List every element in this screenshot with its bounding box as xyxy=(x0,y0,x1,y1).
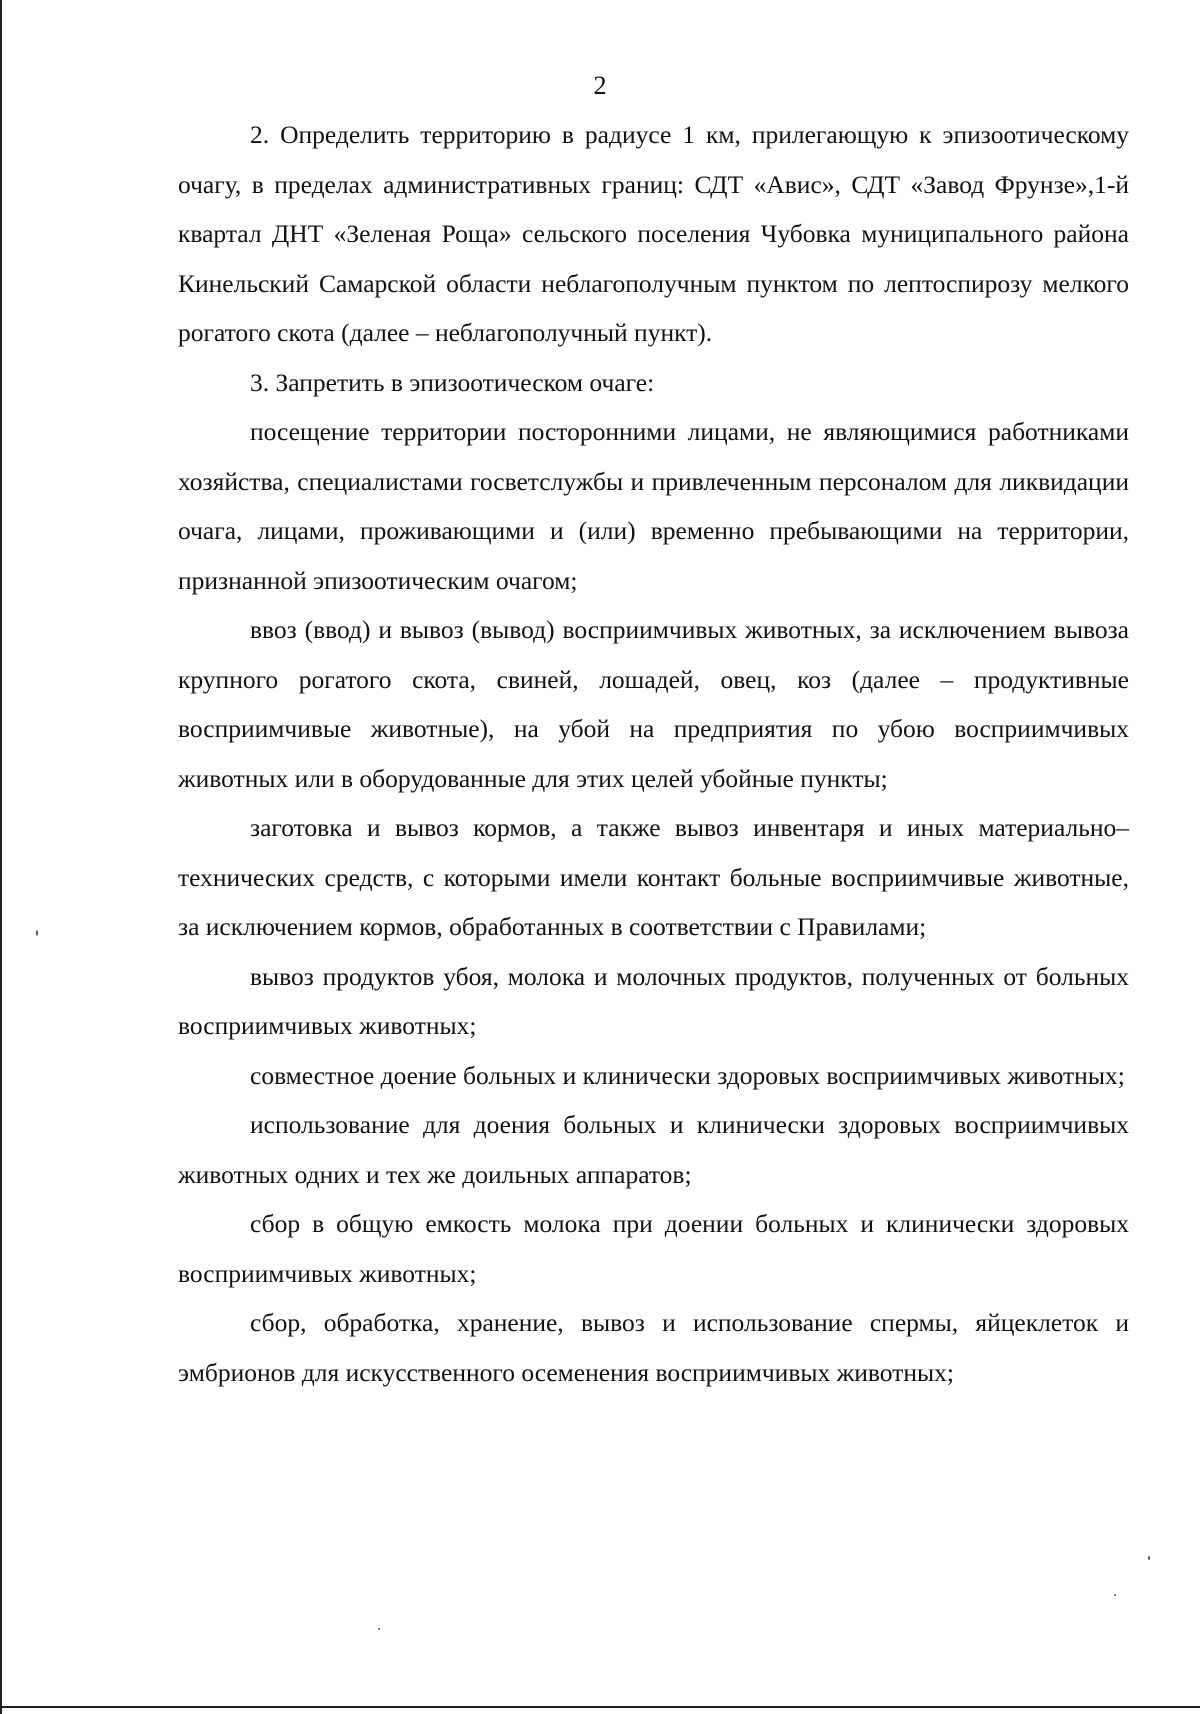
paragraph-3: посещение территории посторонними лицами, не являющимися работниками хозяйства, специалистами госветслужбы и привлеченным персоналом для ликвидации очага, лицами, проживающими и (или) временно пребывающими на территории, признанной эпизоотическим очагом; xyxy=(178,417,1129,595)
paragraph-9: сбор в общую емкость молока при доении больных и клинически здоровых восприимчивых животных; xyxy=(178,1209,1129,1288)
paragraph-5: заготовка и вывоз кормов, а также вывоз инвентаря и иных материально–технических средств, с которыми имели контакт больные восприимчивые животные, за исключением кормов, обработанных в соответствии с Правилами; xyxy=(178,813,1129,941)
page-number: 2 xyxy=(593,71,607,100)
paragraph-10: сбор, обработка, хранение, вывоз и использование спермы, яйцеклеток и эмбрионов для искусственного осеменения восприимчивых животных; xyxy=(178,1308,1129,1387)
scan-speck xyxy=(1148,1556,1150,1560)
scan-speck xyxy=(378,1628,380,1630)
paragraph-8: использование для доения больных и клинически здоровых восприимчивых животных одних и тех же доильных аппаратов; xyxy=(178,1110,1129,1189)
paragraph-2: 3. Запретить в эпизоотическом очаге: xyxy=(250,367,655,397)
paragraph-1: 2. Определить территорию в радиусе 1 км, прилегающую к эпизоотическому очагу, в пределах административных границ: СДТ «Авис», СДТ «Завод Фрунзе»,1-й квартал ДНТ «Зеленая Роща» сельского поселения Чубовка муниципального района Кинельский Самарской области неблагополучным пунктом по лептоспирозу мелкого рогатого скота (далее – неблагополучный пункт). xyxy=(178,120,1129,347)
paragraph-4: ввоз (ввод) и вывоз (вывод) восприимчивых животных, за исключением вывоза крупного рогатого скота, свиней, лошадей, овец, коз (далее – продуктивные восприимчивые животные), на убой на предприятия по убою восприимчивых животных или в оборудованные для этих целей убойные пункты; xyxy=(178,615,1129,793)
scan-edge-bottom xyxy=(0,1706,1200,1708)
paragraph-7: совместное доение больных и клинически здоровых восприимчивых животных; xyxy=(250,1060,1125,1090)
scan-speck xyxy=(36,930,38,936)
scan-edge-left xyxy=(0,0,2,1714)
document-body xyxy=(178,110,1129,1397)
paragraph-6: вывоз продуктов убоя, молока и молочных продуктов, полученных от больных восприимчивых животных; xyxy=(178,961,1129,1040)
scan-speck xyxy=(1114,1594,1116,1596)
